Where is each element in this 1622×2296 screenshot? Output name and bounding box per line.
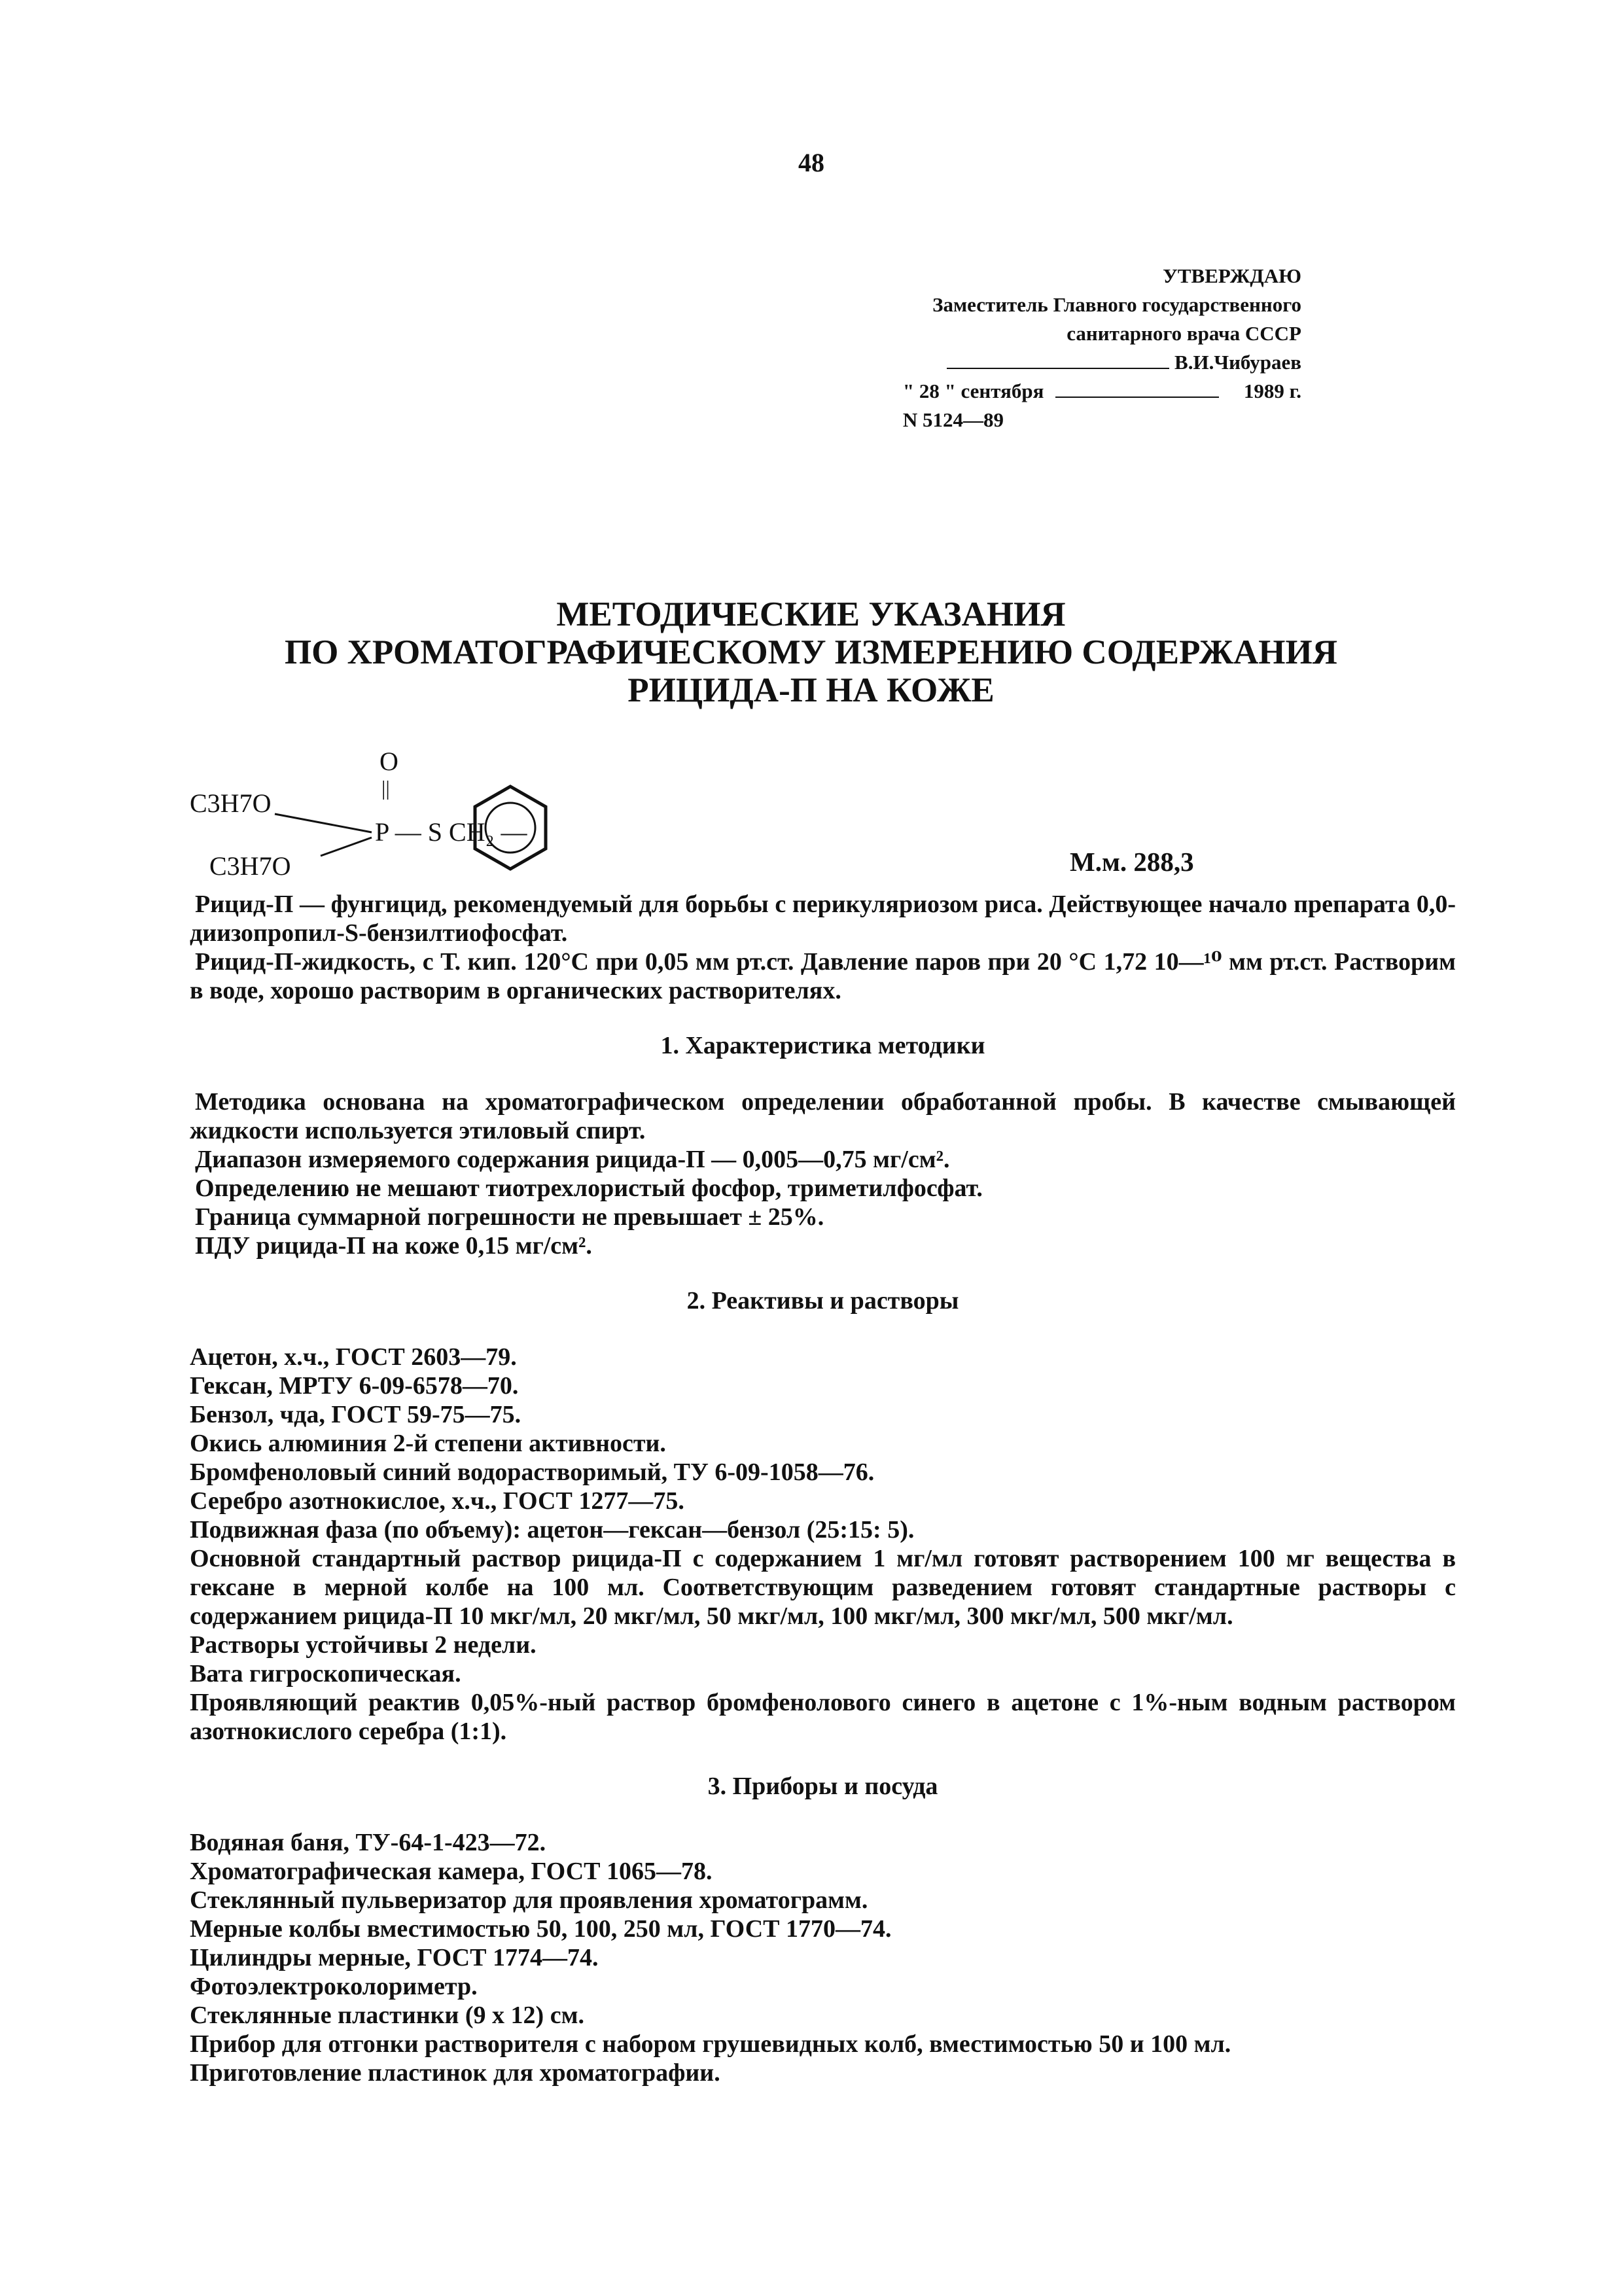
section-2-item: Гексан, МРТУ 6-09-6578—70. bbox=[190, 1372, 519, 1400]
section-2-list bbox=[190, 1343, 1456, 1746]
section-2-item: Бромфеноловый синий водорастворимый, ТУ 6-09-1058—76. bbox=[190, 1458, 875, 1486]
document-body bbox=[190, 890, 1456, 2087]
section-2-item: Бензол, чда, ГОСТ 59-75—75. bbox=[190, 1401, 521, 1428]
signature-line bbox=[947, 351, 1169, 369]
section-2-item: Проявляющий реактив 0,05%-ный раствор бромфенолового синего в ацетоне с 1%-ным водным раствором азотнокислого серебра (1:1). bbox=[190, 1689, 1456, 1745]
formula-double-bond: || bbox=[381, 776, 390, 800]
section-1-paragraph: Диапазон измеряемого содержания рицида-П — 0,005—0,75 мг/см². bbox=[195, 1146, 950, 1173]
section-3-item: Приготовление пластинок для хроматографии. bbox=[190, 2059, 720, 2087]
section-1-paragraph: Граница суммарной погрешности не превышает ± 25%. bbox=[195, 1203, 824, 1231]
section-3-heading: 3. Приборы и посуда bbox=[707, 1773, 938, 1800]
formula-oxygen: O bbox=[379, 747, 398, 776]
approval-signatory: В.И.Чибураев bbox=[1174, 351, 1301, 374]
section-3-item: Водяная баня, ТУ-64-1-423—72. bbox=[190, 1829, 546, 1856]
section-3-item: Мерные колбы вместимостью 50, 100, 250 мл, ГОСТ 1770—74. bbox=[190, 1915, 892, 1943]
section-2-heading: 2. Реактивы и растворы bbox=[686, 1287, 959, 1315]
approval-date-row bbox=[903, 377, 1301, 406]
approval-signature-row bbox=[903, 348, 1301, 377]
molar-mass: М.м. 288,3 bbox=[1070, 847, 1194, 877]
title-line-1: МЕТОДИЧЕСКИЕ УКАЗАНИЯ bbox=[556, 595, 1066, 633]
document-title bbox=[0, 595, 1622, 709]
section-1-paragraph: ПДУ рицида-П на коже 0,15 мг/см². bbox=[195, 1232, 592, 1260]
section-3-item: Фотоэлектроколориметр. bbox=[190, 1973, 478, 2000]
section-1-heading: 1. Характеристика методики bbox=[660, 1032, 985, 1059]
formula-chain: P — S CH₂ — bbox=[375, 817, 527, 847]
section-3-item: Хроматографическая камера, ГОСТ 1065—78. bbox=[190, 1858, 713, 1885]
approval-block bbox=[903, 262, 1301, 434]
approval-position-line1: Заместитель Главного государственного bbox=[932, 293, 1301, 316]
approval-date-year: 1989 г. bbox=[1243, 380, 1301, 402]
structural-formula bbox=[190, 746, 1433, 881]
section-2-item: Подвижная фаза (по объему): ацетон—гексан—бензол (25:15: 5). bbox=[190, 1516, 915, 1544]
formula-bonds-and-ring bbox=[190, 746, 556, 883]
approval-title: УТВЕРЖДАЮ bbox=[1163, 264, 1301, 287]
section-2-item: Ацетон, х.ч., ГОСТ 2603—79. bbox=[190, 1343, 517, 1371]
section-2-item: Окись алюминия 2-й степени активности. bbox=[190, 1430, 666, 1457]
title-line-2: ПО ХРОМАТОГРАФИЧЕСКОМУ ИЗМЕРЕНИЮ СОДЕРЖАНИЯ bbox=[284, 633, 1338, 671]
section-3-item: Стеклянный пульверизатор для проявления хроматограмм. bbox=[190, 1886, 868, 1914]
section-1-paragraph: Методика основана на хроматографическом определении обработанной пробы. В качестве смывающей жидкости используется этиловый спирт. bbox=[190, 1088, 1456, 1144]
approval-position-line2: санитарного врача СССР bbox=[1067, 322, 1301, 345]
section-1-paragraph: Определению не мешают тиотрехлористый фосфор, триметилфосфат. bbox=[195, 1174, 983, 1202]
section-2-item: Вата гигроскопическая. bbox=[190, 1660, 461, 1687]
section-3-item: Стеклянные пластинки (9 х 12) см. bbox=[190, 2002, 584, 2029]
formula-group-upper: C3H7O bbox=[190, 788, 272, 818]
section-2-item: Основной стандартный раствор рицида-П с содержанием 1 мг/мл готовят растворением 100 мг вещества в гексане в мерной колбе на 100 мл. Соответствующим разведением готовят стандартные растворы с содержанием рицида-П 10 мкг/мл, 20 мкг/мл, 50 мкг/мл, 100 мкг/мл, 300 мкг/мл, 500 мкг/мл. bbox=[190, 1545, 1456, 1630]
section-3-item: Прибор для отгонки растворителя с набором грушевидных колб, вместимостью 50 и 100 мл. bbox=[190, 2030, 1231, 2058]
intro-paragraph: Рицид-П-жидкость, с Т. кип. 120°С при 0,05 мм рт.ст. Давление паров при 20 °С 1,72 10—¹⁰ мм рт.ст. Растворим в воде, хорошо растворим в органических растворителях. bbox=[190, 948, 1456, 1004]
section-2-item: Растворы устойчивы 2 недели. bbox=[190, 1631, 537, 1659]
title-line-3: РИЦИДА-П НА КОЖЕ bbox=[627, 671, 995, 709]
intro-paragraph: Рицид-П — фунгицид, рекомендуемый для борьбы с перикуляриозом риса. Действующее начало препарата 0,0-диизопропил-S-бензилтиофосфат. bbox=[190, 891, 1456, 947]
section-3-item: Цилиндры мерные, ГОСТ 1774—74. bbox=[190, 1944, 599, 1971]
section-2-item: Серебро азотнокислое, х.ч., ГОСТ 1277—75. bbox=[190, 1487, 684, 1515]
formula-group-lower: C3H7O bbox=[209, 851, 291, 881]
date-line bbox=[1055, 380, 1219, 398]
page-number: 48 bbox=[798, 148, 824, 177]
approval-doc-number: N 5124—89 bbox=[902, 408, 1004, 431]
section-3-list bbox=[190, 1828, 1456, 2087]
approval-date-day: " 28 " сентября bbox=[902, 380, 1044, 402]
